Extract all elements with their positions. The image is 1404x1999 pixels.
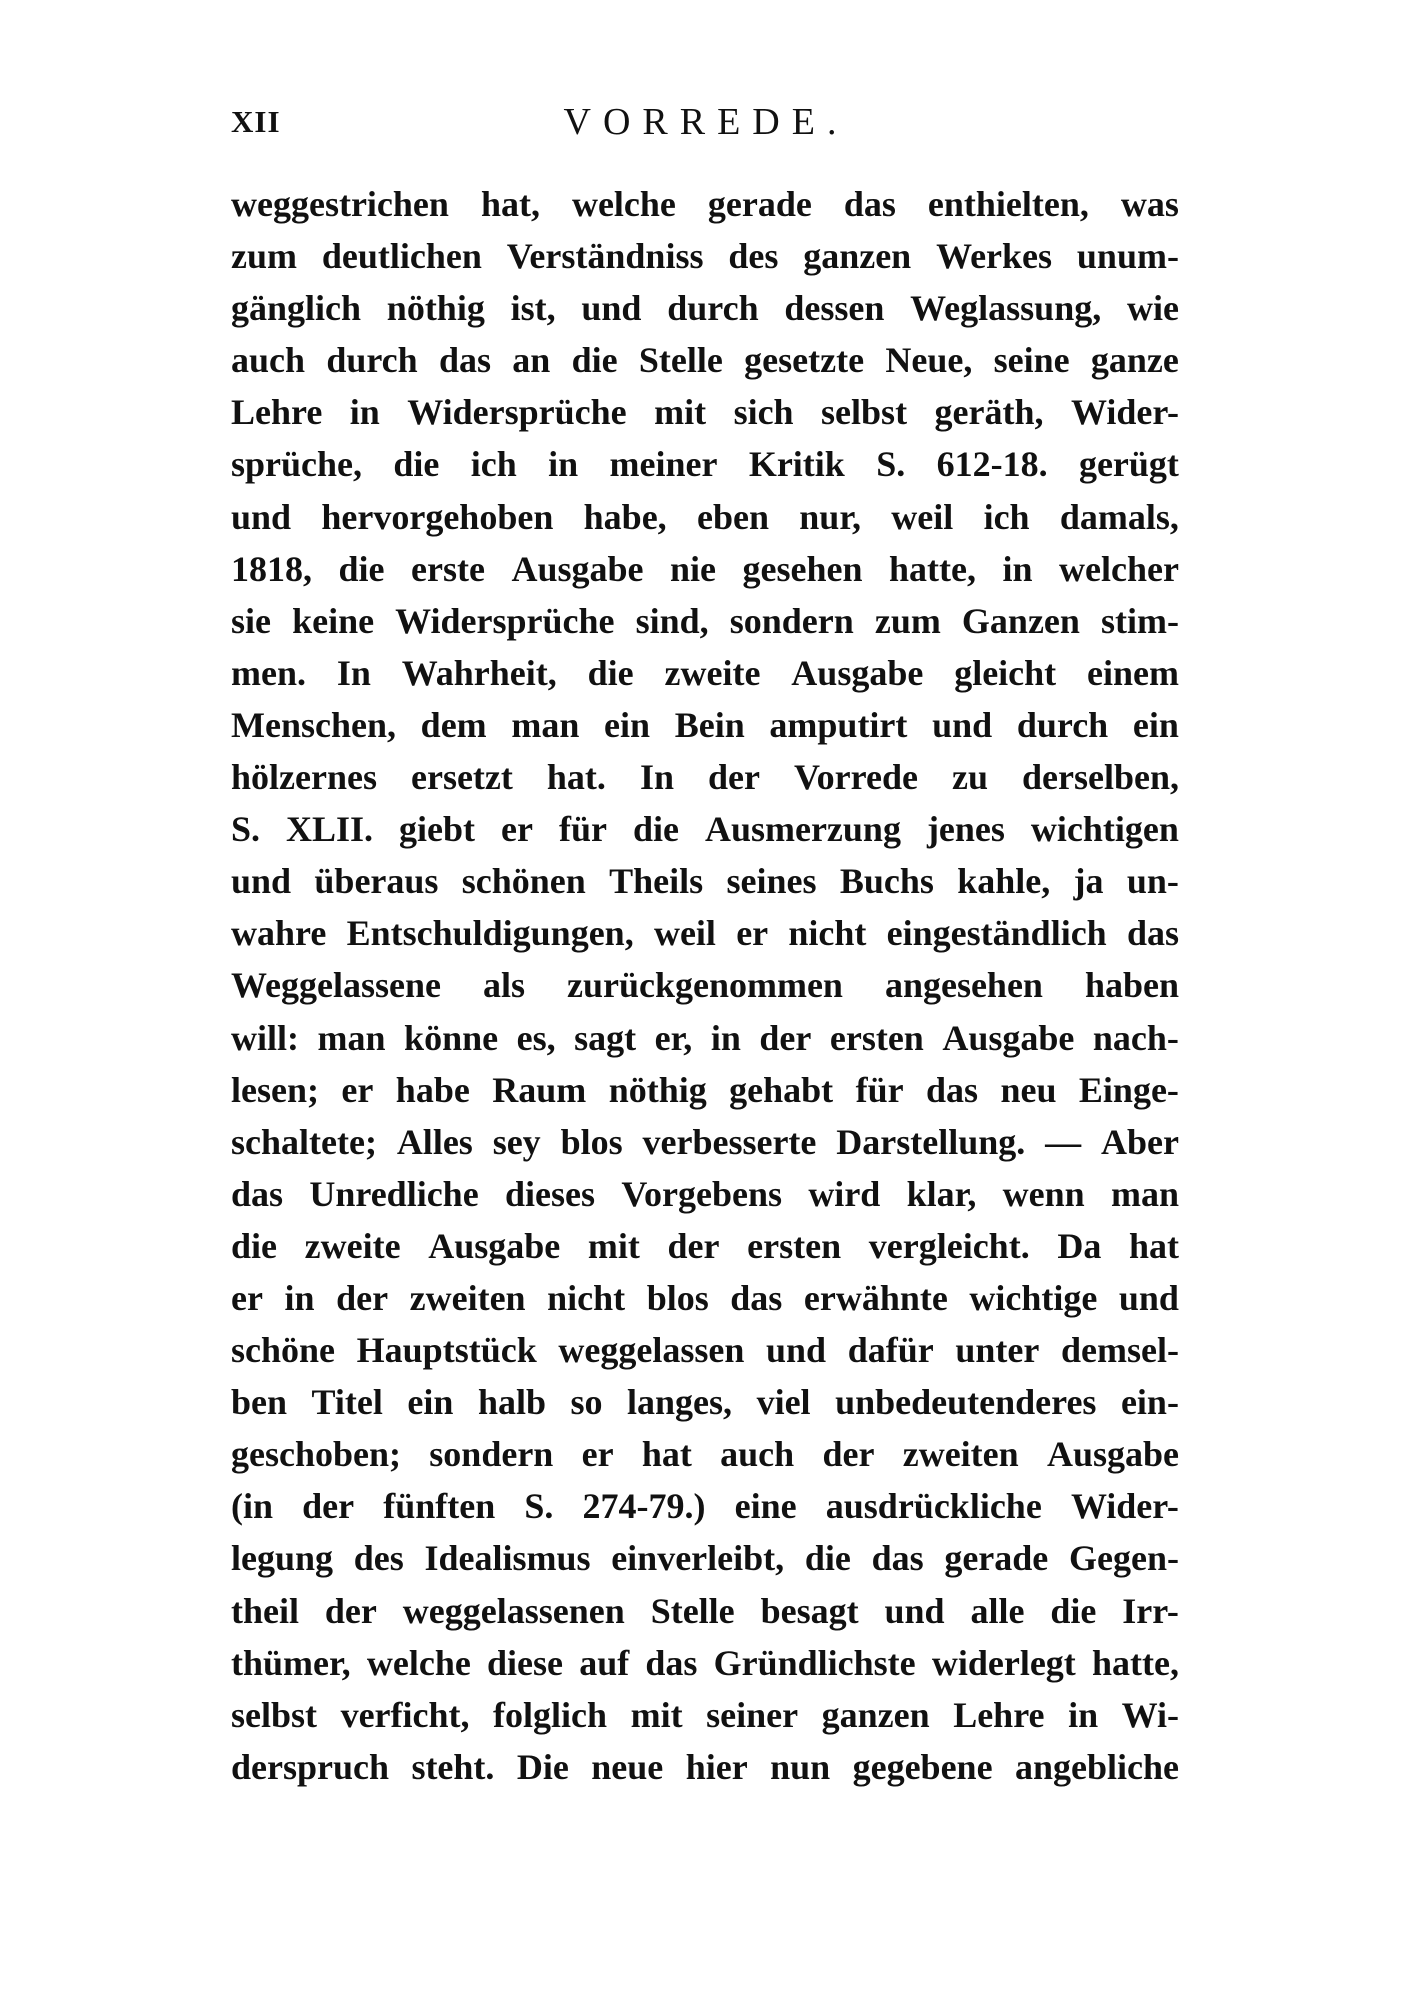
word: die <box>587 652 634 693</box>
word: S. <box>524 1486 554 1527</box>
word: S. <box>231 809 261 850</box>
word: ganzen <box>821 1694 930 1735</box>
word: geschoben; <box>231 1434 401 1475</box>
word: nun <box>770 1746 831 1787</box>
text-line <box>231 1585 1179 1637</box>
text-line <box>231 282 1179 334</box>
word: zu <box>951 757 988 798</box>
word: verficht, <box>340 1694 470 1735</box>
word: seine <box>993 340 1070 381</box>
word: kahle, <box>957 861 1051 902</box>
word: weil <box>653 913 716 954</box>
word: Bein <box>674 704 745 745</box>
word: mit <box>587 1225 640 1266</box>
word: schönen <box>461 861 586 902</box>
text-line <box>231 1532 1179 1584</box>
text-line <box>231 1012 1179 1064</box>
word: widerlegt <box>931 1642 1076 1683</box>
word: gleicht <box>954 652 1057 693</box>
word: Verständniss <box>506 236 704 277</box>
word: In <box>639 757 674 798</box>
word: ben <box>231 1382 288 1423</box>
word: — <box>1045 1121 1082 1162</box>
text-line <box>231 907 1179 959</box>
word: Buchs <box>839 861 934 902</box>
word: seines <box>726 861 817 902</box>
word: ein <box>604 704 651 745</box>
word: das <box>926 1069 979 1110</box>
word: sondern <box>729 600 854 641</box>
word: Wi- <box>1121 1694 1179 1735</box>
word: ein- <box>1120 1382 1179 1423</box>
word: unter <box>955 1330 1040 1371</box>
word: derspruch <box>231 1746 390 1787</box>
word: in <box>1002 548 1033 589</box>
word: hervorgehoben <box>321 496 554 537</box>
word: nicht <box>788 913 867 954</box>
word: mit <box>630 1694 683 1735</box>
word: gänglich <box>231 288 362 329</box>
word: der <box>759 1017 812 1058</box>
word: sind, <box>635 600 709 641</box>
word: ersetzt <box>410 757 513 798</box>
word: Unredliche <box>309 1173 479 1214</box>
text-line <box>231 1272 1179 1324</box>
word: Wider- <box>1070 392 1179 433</box>
word: Ausgabe <box>942 1017 1075 1058</box>
word: erwähnte <box>803 1277 948 1318</box>
word: Stelle <box>638 340 723 381</box>
word: seiner <box>706 1694 799 1735</box>
word: Titel <box>311 1382 383 1423</box>
word: weggelassenen <box>402 1590 625 1631</box>
word: Stelle <box>650 1590 735 1631</box>
word: Ausgabe <box>511 548 644 589</box>
word: ersten <box>829 1017 924 1058</box>
word: einem <box>1087 652 1179 693</box>
word: Menschen, <box>231 704 396 745</box>
word: er <box>736 913 769 954</box>
text-line <box>231 595 1179 647</box>
word: In <box>336 652 371 693</box>
word: das <box>1126 913 1179 954</box>
word: klar, <box>906 1173 977 1214</box>
word: einverleibt, <box>611 1538 785 1579</box>
text-line <box>231 178 1179 230</box>
word: das <box>438 340 491 381</box>
word: Widersprüche <box>395 600 615 641</box>
word: zweite <box>664 652 761 693</box>
word: Neue, <box>885 340 973 381</box>
text-line <box>231 803 1179 855</box>
word: XLII. <box>286 809 374 850</box>
word: folglich <box>493 1694 608 1735</box>
word: hat. <box>546 757 606 798</box>
word: als <box>482 965 525 1006</box>
word: men. <box>231 652 306 693</box>
text-line <box>231 959 1179 1011</box>
word: angebliche <box>1014 1746 1179 1787</box>
word: so <box>570 1382 603 1423</box>
word: 1818, <box>231 548 312 589</box>
word: eben <box>696 496 769 537</box>
word: sie <box>231 600 271 641</box>
word: unbedeutenderes <box>835 1382 1097 1423</box>
text-line <box>231 1428 1179 1480</box>
word: das <box>645 1642 698 1683</box>
word: der <box>667 1225 720 1266</box>
word: 612-18. <box>936 444 1048 485</box>
word: nöthig <box>608 1069 707 1110</box>
word: welche <box>571 184 676 224</box>
word: Hauptstück <box>356 1330 537 1371</box>
word: wichtige <box>969 1277 1098 1318</box>
word: er <box>501 809 533 850</box>
word: Ausgabe <box>1046 1434 1179 1475</box>
word: nie <box>669 548 716 589</box>
word: legung <box>231 1538 334 1579</box>
word: neue <box>591 1746 664 1787</box>
word: und <box>231 496 292 537</box>
word: weggestrichen <box>231 184 449 224</box>
word: durch <box>326 340 418 381</box>
word: er <box>581 1434 614 1475</box>
word: wie <box>1126 288 1179 329</box>
word: Gegen- <box>1068 1538 1179 1579</box>
word: habe, <box>583 496 667 537</box>
word: haben <box>1084 965 1179 1006</box>
word: das <box>843 184 896 224</box>
word: hat <box>641 1434 692 1475</box>
word: zurückgenommen <box>566 965 843 1006</box>
word: auf <box>579 1642 630 1683</box>
word: Wider- <box>1070 1486 1179 1527</box>
text-line <box>231 491 1179 543</box>
word: (in <box>231 1486 274 1527</box>
word: Lehre <box>953 1694 1045 1735</box>
word: die <box>231 1225 278 1266</box>
word: Werkes <box>936 236 1053 277</box>
word: geräth, <box>934 392 1044 433</box>
body-text <box>231 178 1179 1818</box>
word: und <box>765 1330 827 1371</box>
word: stim- <box>1101 600 1179 641</box>
word: und <box>932 704 993 745</box>
word: Wahrheit, <box>401 652 557 693</box>
word: viel <box>756 1382 811 1423</box>
word: durch <box>1016 704 1109 745</box>
page-number: XII <box>231 104 281 139</box>
word: das <box>231 1173 284 1214</box>
word: er, <box>654 1017 693 1058</box>
word: will: <box>231 1017 299 1058</box>
text-line <box>231 1480 1179 1532</box>
word: nicht <box>547 1277 626 1318</box>
word: Lehre <box>231 392 323 433</box>
word: meiner <box>609 444 718 485</box>
word: derselben, <box>1022 757 1179 798</box>
word: er <box>341 1069 374 1110</box>
word: ausdrückliche <box>825 1486 1042 1527</box>
word: für <box>558 809 607 850</box>
word: Theils <box>609 861 704 902</box>
word: Idealismus <box>424 1538 591 1579</box>
word: gegebene <box>852 1746 993 1787</box>
word: in <box>349 392 380 433</box>
word: zweiten <box>902 1434 1019 1475</box>
word: sondern <box>429 1434 554 1475</box>
word: keine <box>292 600 375 641</box>
text-line <box>231 386 1179 438</box>
word: hat <box>1128 1225 1179 1266</box>
word: Gründlichste <box>713 1642 916 1683</box>
word: fünften <box>383 1486 496 1527</box>
word: sprüche, <box>231 444 363 485</box>
word: Alles <box>396 1121 473 1162</box>
word: auch <box>720 1434 795 1475</box>
word: zum <box>231 236 297 277</box>
word: Weggelassene <box>231 965 441 1006</box>
word: hatte, <box>1091 1642 1179 1683</box>
word: was <box>1120 184 1179 224</box>
text-line <box>231 1116 1179 1168</box>
word: und <box>884 1590 945 1631</box>
word: ja <box>1073 861 1104 902</box>
word: neu <box>1000 1069 1057 1110</box>
running-head: VORREDE. <box>563 101 849 143</box>
page-header <box>231 92 1179 152</box>
text-line <box>231 699 1179 751</box>
word: der <box>324 1590 377 1631</box>
word: wird <box>808 1173 881 1214</box>
word: hölzernes <box>231 757 377 798</box>
word: in <box>284 1277 315 1318</box>
word: der <box>822 1434 875 1475</box>
word: zum <box>874 600 941 641</box>
word: Irr- <box>1122 1590 1179 1631</box>
word: verbesserte <box>642 1121 817 1162</box>
text-line <box>231 1376 1179 1428</box>
word: Raum <box>492 1069 587 1110</box>
word: man <box>511 704 580 745</box>
text-line <box>231 1220 1179 1272</box>
word: un- <box>1126 861 1179 902</box>
word: zweite <box>304 1225 401 1266</box>
word: wenn <box>1002 1173 1085 1214</box>
text-line <box>231 1741 1179 1793</box>
word: er <box>231 1277 263 1318</box>
word: jenes <box>926 809 1005 850</box>
word: nur, <box>799 496 861 537</box>
word: dem <box>420 704 487 745</box>
word: ich <box>470 444 517 485</box>
word: blos <box>646 1277 709 1318</box>
word: ersten <box>747 1225 842 1266</box>
text-line <box>231 1637 1179 1689</box>
word: und <box>231 861 292 902</box>
word: selbst <box>821 392 908 433</box>
word: sey <box>492 1121 541 1162</box>
word: halb <box>477 1382 546 1423</box>
word: die <box>393 444 440 485</box>
word: in <box>1068 1694 1099 1735</box>
word: eine <box>734 1486 797 1527</box>
word: welche <box>366 1642 471 1683</box>
word: blos <box>560 1121 623 1162</box>
word: Die <box>516 1746 569 1787</box>
word: an <box>512 340 551 381</box>
word: Vorrede <box>793 757 918 798</box>
word: die <box>338 548 385 589</box>
word: ist, <box>510 288 556 329</box>
word: Widersprüche <box>407 392 627 433</box>
word: erste <box>411 548 485 589</box>
text-line <box>231 1689 1179 1741</box>
word: auch <box>231 340 306 381</box>
text-line <box>231 647 1179 699</box>
word: dafür <box>847 1330 934 1371</box>
word: hier <box>685 1746 748 1787</box>
text-line <box>231 855 1179 907</box>
word: der <box>707 757 760 798</box>
word: die <box>632 809 679 850</box>
word: ganze <box>1090 340 1179 381</box>
word: weggelassen <box>558 1330 745 1371</box>
word: es, <box>516 1017 556 1058</box>
text-line <box>231 334 1179 386</box>
word: ich <box>983 496 1030 537</box>
word: des <box>353 1538 404 1579</box>
word: Ausmerzung <box>704 809 901 850</box>
word: sich <box>733 392 794 433</box>
word: Ausgabe <box>791 652 924 693</box>
word: in <box>710 1017 741 1058</box>
word: alle <box>970 1590 1025 1631</box>
word: Entschuldigungen, <box>346 913 634 954</box>
word: besagt <box>760 1590 859 1631</box>
word: Da <box>1057 1225 1102 1266</box>
word: schaltete; <box>231 1121 377 1162</box>
word: deutlichen <box>321 236 482 277</box>
word: durch <box>667 288 759 329</box>
word: zweiten <box>409 1277 526 1318</box>
word: dieses <box>505 1173 595 1214</box>
word: die <box>1050 1590 1097 1631</box>
word: Aber <box>1101 1121 1179 1162</box>
word: gerade <box>944 1538 1049 1579</box>
word: Darstellung. <box>836 1121 1026 1162</box>
text-line <box>231 438 1179 490</box>
word: könne <box>404 1017 499 1058</box>
word: das <box>730 1277 783 1318</box>
word: gerügt <box>1078 444 1179 485</box>
word: Ganzen <box>961 600 1080 641</box>
word: steht. <box>411 1746 495 1787</box>
word: gesehen <box>742 548 863 589</box>
word: hatte, <box>889 548 976 589</box>
word: selbst <box>231 1694 318 1735</box>
word: 274-79.) <box>582 1486 706 1527</box>
word: ganzen <box>803 236 912 277</box>
word: der <box>336 1277 389 1318</box>
word: mit <box>654 392 707 433</box>
word: welcher <box>1059 548 1179 589</box>
word: enthielten, <box>927 184 1089 224</box>
word: Einge- <box>1078 1069 1179 1110</box>
word: diese <box>487 1642 564 1683</box>
word: für <box>855 1069 904 1110</box>
text-line <box>231 1168 1179 1220</box>
word: giebt <box>399 809 476 850</box>
text-line <box>231 230 1179 282</box>
text-line <box>231 543 1179 595</box>
word: hat, <box>480 184 540 224</box>
text-line <box>231 1064 1179 1116</box>
word: damals, <box>1059 496 1179 537</box>
word: weil <box>891 496 954 537</box>
word: Ausgabe <box>428 1225 561 1266</box>
word: ein <box>407 1382 454 1423</box>
text-line <box>231 1324 1179 1376</box>
word: angesehen <box>884 965 1043 1006</box>
word: der <box>302 1486 355 1527</box>
word: habe <box>395 1069 470 1110</box>
word: das <box>871 1538 924 1579</box>
word: die <box>571 340 618 381</box>
word: ein <box>1132 704 1179 745</box>
word: man <box>1110 1173 1179 1214</box>
word: vergleicht. <box>868 1225 1030 1266</box>
word: und <box>1118 1277 1179 1318</box>
word: gehabt <box>729 1069 834 1110</box>
word: und <box>581 288 642 329</box>
word: amputirt <box>769 704 908 745</box>
word: theil <box>231 1590 299 1631</box>
word: S. <box>876 444 906 485</box>
word: sagt <box>574 1017 637 1058</box>
word: man <box>317 1017 386 1058</box>
word: Weglassung, <box>910 288 1102 329</box>
word: demsel- <box>1061 1330 1179 1371</box>
word: überaus <box>314 861 439 902</box>
word: in <box>548 444 579 485</box>
word: thümer, <box>231 1642 351 1683</box>
word: unum- <box>1076 236 1179 277</box>
word: Kritik <box>748 444 845 485</box>
word: gesetzte <box>744 340 865 381</box>
word: wahre <box>231 913 327 954</box>
text-line <box>231 751 1179 803</box>
word: des <box>728 236 779 277</box>
word: langes, <box>627 1382 733 1423</box>
word: eingeständlich <box>886 913 1107 954</box>
word: nach- <box>1092 1017 1179 1058</box>
word: nöthig <box>386 288 485 329</box>
word: schöne <box>231 1330 336 1371</box>
word: Vorgebens <box>621 1173 782 1214</box>
word: die <box>804 1538 851 1579</box>
word: lesen; <box>231 1069 319 1110</box>
word: dessen <box>784 288 885 329</box>
word: gerade <box>707 184 812 224</box>
word: wichtigen <box>1030 809 1179 850</box>
